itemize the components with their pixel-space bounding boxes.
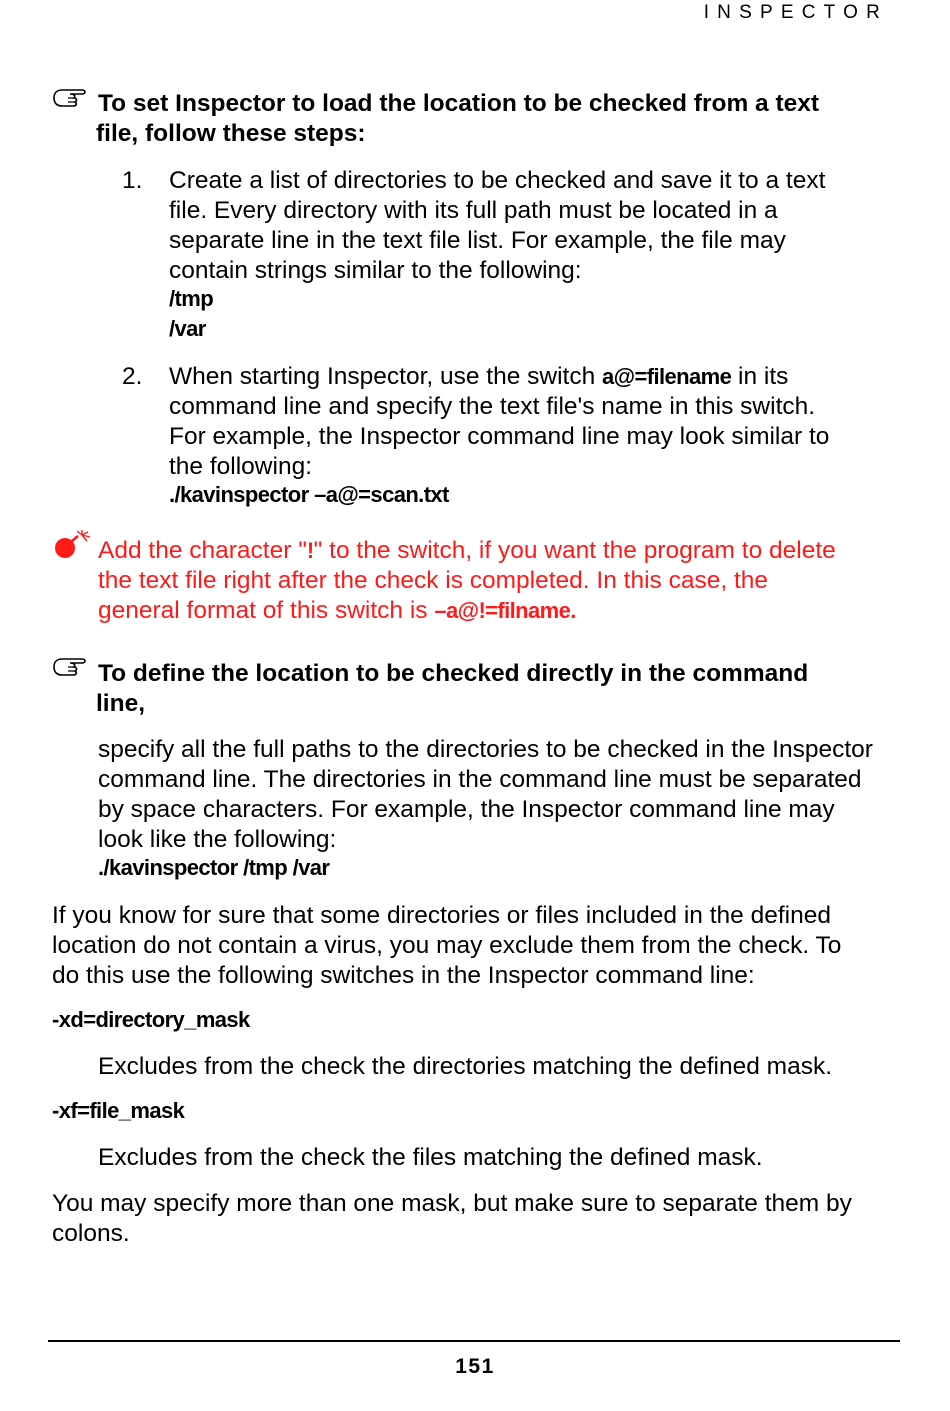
warning-line2: the text file right after the check is completed. In this case, the [98,567,769,594]
section2-line1: specify all the full paths to the directories to be checked in the Inspector [98,736,873,763]
switch-xd-desc: Excludes from the check the directories matching the defined mask. [98,1053,832,1080]
step2-line2: command line and specify the text file's name in this switch. [169,393,816,420]
section1-heading-line1: To set Inspector to load the location to be checked from a text [98,90,820,117]
step1-line4: contain strings similar to the following: [169,257,582,284]
filename-switch: a@=filename [602,364,732,389]
section2-heading-line2: line, [96,690,146,717]
step2-number: 2. [122,363,143,390]
exclude-intro-line3: do this use the following switches in the Inspector command line: [52,962,755,989]
bomb-icon [52,530,96,560]
delete-switch-format: –a@!=filname. [434,598,576,623]
switch-xd-name: -xd=directory_mask [52,1007,250,1032]
exclamation-char: ! [306,538,314,563]
step2-line1-after: in its [731,363,789,390]
step2-line3: For example, the Inspector command line may look similar to [169,423,830,450]
step1-number: 1. [122,167,143,194]
page-number: 151 [455,1355,495,1378]
step2-line1 [169,362,788,392]
warning-line1-after: " to the switch, if you want the program to delete [313,537,836,564]
section2-code: ./kavinspector /tmp /var [98,855,330,880]
section2-line4: look like the following: [98,826,337,853]
pointing-hand-icon [52,84,94,112]
step2-line4: the following: [169,453,313,480]
running-header: INSPECTOR [703,2,888,23]
warning-line3 [98,596,576,626]
closing-line1: You may specify more than one mask, but make sure to separate them by [52,1190,852,1217]
step1-line1: Create a list of directories to be checked and save it to a text [169,167,826,194]
switch-xf-name: -xf=file_mask [52,1098,185,1123]
step2-code: ./kavinspector –a@=scan.txt [169,482,449,507]
exclude-intro-line1: If you know for sure that some directories or files included in the defined [52,902,831,929]
step2-line1-before: When starting Inspector, use the switch [169,363,603,390]
pointing-hand-icon [52,653,94,681]
switch-xf-desc: Excludes from the check the files matching the defined mask. [98,1144,763,1171]
warning-line1-before: Add the character " [98,537,307,564]
closing-line2: colons. [52,1220,130,1247]
section2-line2: command line. The directories in the command line must be separated [98,766,862,793]
step1-code-tmp: /tmp [169,286,214,311]
footer-divider [48,1340,900,1342]
warning-line3-before: general format of this switch is [98,597,435,624]
step1-line2: file. Every directory with its full path must be located in a [169,197,778,224]
warning-line1 [98,536,836,566]
step1-line3: separate line in the text file list. For example, the file may [169,227,786,254]
exclude-intro-line2: location do not contain a virus, you may exclude them from the check. To [52,932,842,959]
section2-line3: by space characters. For example, the Inspector command line may [98,796,835,823]
step1-code-var: /var [169,316,206,341]
section1-heading-line2: file, follow these steps: [96,120,366,147]
section2-heading-line1: To define the location to be checked directly in the command [98,660,809,687]
